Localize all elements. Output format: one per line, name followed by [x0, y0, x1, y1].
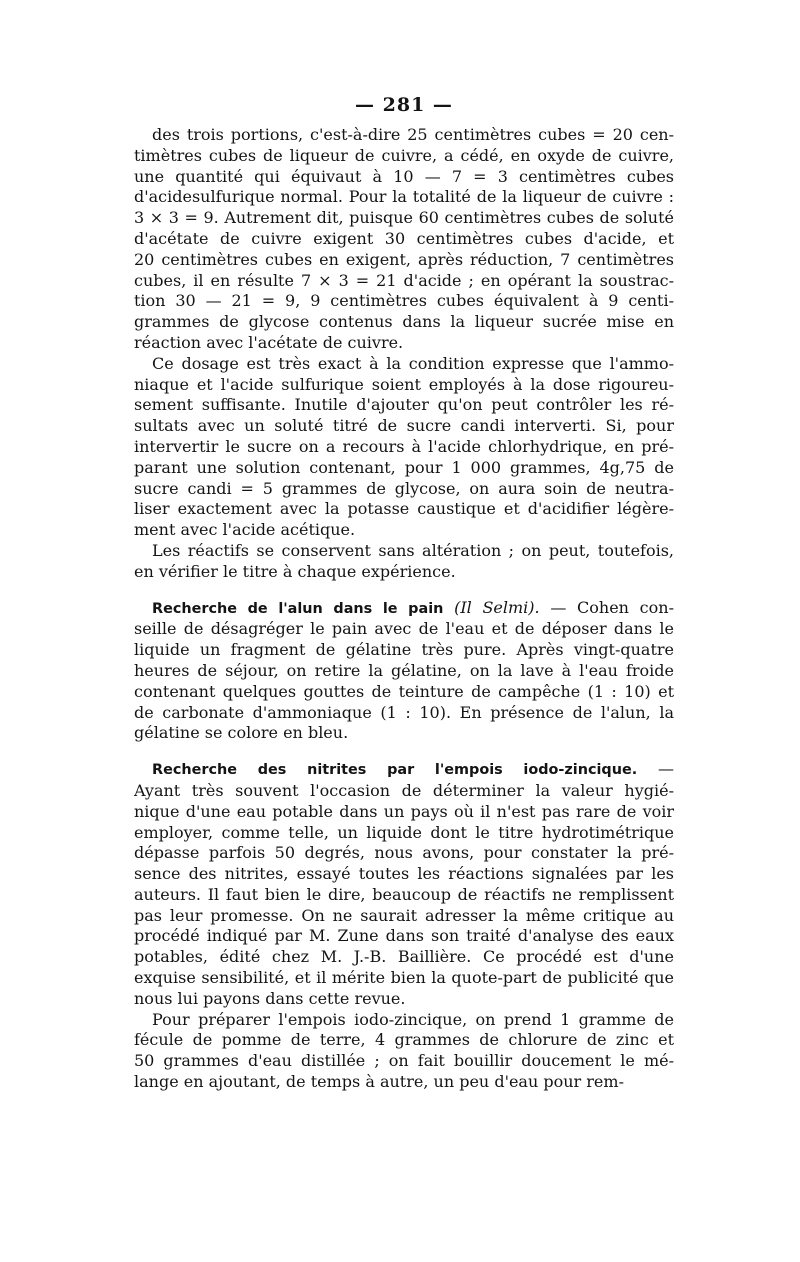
text-line: d'acidesulfurique normal. Pour la totalité de la liqueur de cuivre : [134, 187, 674, 207]
document-page [134, 88, 674, 1093]
text-line: timètres cubes de liqueur de cuivre, a cédé, en oxyde de cuivre, [134, 145, 674, 165]
text-line: procédé indiqué par M. Zune dans son traité d'analyse des eaux [134, 926, 674, 946]
section-nitrites-iodo-zinc [134, 759, 674, 1010]
section-heading: Recherche de l'alun dans le pain [152, 600, 444, 617]
text-line: potables, édité chez M. J.-B. Baillière. Ce procédé est d'une [134, 947, 674, 967]
text-line: heures de séjour, on retire la gélatine, on la lave à l'eau froide [134, 660, 674, 680]
paragraph-dosage-accuracy [134, 354, 674, 541]
text-line: 20 centimètres cubes en exigent, après réduction, 7 centimètres [134, 249, 674, 269]
text-line: auteurs. Il faut bien le dire, beaucoup de réactifs ne remplissent [134, 884, 674, 904]
text-line: seille de désagréger le pain avec de l'eau et de déposer dans le [134, 619, 674, 639]
text-line: fécule de pomme de terre, 4 grammes de chlorure de zinc et [134, 1030, 674, 1050]
text-line: intervertir le sucre on a recours à l'acide chlorhydrique, en pré- [134, 436, 674, 456]
text-line: sucre candi = 5 grammes de glycose, on aura soin de neutra- [134, 478, 674, 498]
text-line: exquise sensibilité, et il mérite bien la quote-part de publicité que [134, 968, 674, 988]
text-line: sence des nitrites, essayé toutes les réactions signalées par les [134, 864, 674, 884]
text-line: 3 × 3 = 9. Autrement dit, puisque 60 centimètres cubes de soluté [134, 208, 674, 228]
text-line: Pour préparer l'empois iodo-zincique, on prend 1 gramme de [152, 1009, 674, 1029]
text-line: grammes de glycose contenus dans la liqueur sucrée mise en [134, 312, 674, 332]
text-line: sement suffisante. Inutile d'ajouter qu'on peut contrôler les ré- [134, 395, 674, 415]
heading-line-rest: — [637, 759, 674, 779]
page-number: — 281 — [355, 94, 453, 116]
heading-line [134, 759, 674, 781]
text-line: nique d'une eau potable dans un pays où il n'est pas rare de voir [134, 801, 674, 821]
text-line: réaction avec l'acétate de cuivre. [134, 332, 404, 352]
paragraph-glucose-calculation [134, 125, 674, 354]
section-heading: Recherche des nitrites par l'empois iodo-zincique. [152, 762, 638, 779]
text-line: de carbonate d'ammoniaque (1 : 10). En présence de l'alun, la [134, 702, 674, 722]
text-line: Ayant très souvent l'occasion de déterminer la valeur hygié- [134, 780, 674, 800]
text-line: lange en ajoutant, de temps à autre, un peu d'eau pour rem- [134, 1072, 624, 1092]
paragraph-empois-preparation [134, 1010, 674, 1093]
text-line: liquide un fragment de gélatine très pure. Après vingt-quatre [134, 640, 674, 660]
heading-line-rest: — Cohen con- [539, 597, 674, 617]
text-line: Les réactifs se conservent sans altération ; on peut, toutefois, [152, 540, 674, 560]
text-line: sultats avec un soluté titré de sucre candi interverti. Si, pour [134, 416, 674, 436]
heading-source: (Il Selmi). [454, 597, 540, 617]
text-line: ment avec l'acide acétique. [134, 520, 356, 540]
text-line: en vérifier le titre à chaque expérience. [134, 561, 456, 581]
text-line: tion 30 — 21 = 9, 9 centimètres cubes équivalent à 9 centi- [134, 291, 674, 311]
text-line: nous lui payons dans cette revue. [134, 988, 406, 1008]
text-line: Ce dosage est très exact à la condition expresse que l'ammo- [152, 353, 674, 373]
text-line: cubes, il en résulte 7 × 3 = 21 d'acide ; en opérant la soustrac- [134, 270, 674, 290]
text-line: liser exactement avec la potasse caustique et d'acidifier légère- [134, 499, 674, 519]
paragraph-reagents-conservation [134, 541, 674, 583]
section-alum-in-bread [134, 598, 674, 745]
text-line: d'acétate de cuivre exigent 30 centimètres cubes d'acide, et [134, 228, 674, 248]
text-line: employer, comme telle, un liquide dont le titre hydrotimétrique [134, 822, 674, 842]
text-line: une quantité qui équivaut à 10 — 7 = 3 centimètres cubes [134, 166, 674, 186]
text-line: niaque et l'acide sulfurique soient employés à la dose rigoureu- [134, 374, 674, 394]
text-line: parant une solution contenant, pour 1 000 grammes, 4g,75 de [134, 457, 674, 477]
text-line: des trois portions, c'est-à-dire 25 centimètres cubes = 20 cen- [152, 125, 674, 144]
text-line: contenant quelques gouttes de teinture de campêche (1 : 10) et [134, 681, 674, 701]
text-line: pas leur promesse. On ne saurait adresser la même critique au [134, 905, 674, 925]
text-line: dépasse parfois 50 degrés, nous avons, pour constater la pré- [134, 843, 674, 863]
heading-line [134, 598, 674, 620]
text-line: 50 grammes d'eau distillée ; on fait bouillir doucement le mé- [134, 1051, 674, 1071]
text-line: gélatine se colore en bleu. [134, 723, 349, 743]
